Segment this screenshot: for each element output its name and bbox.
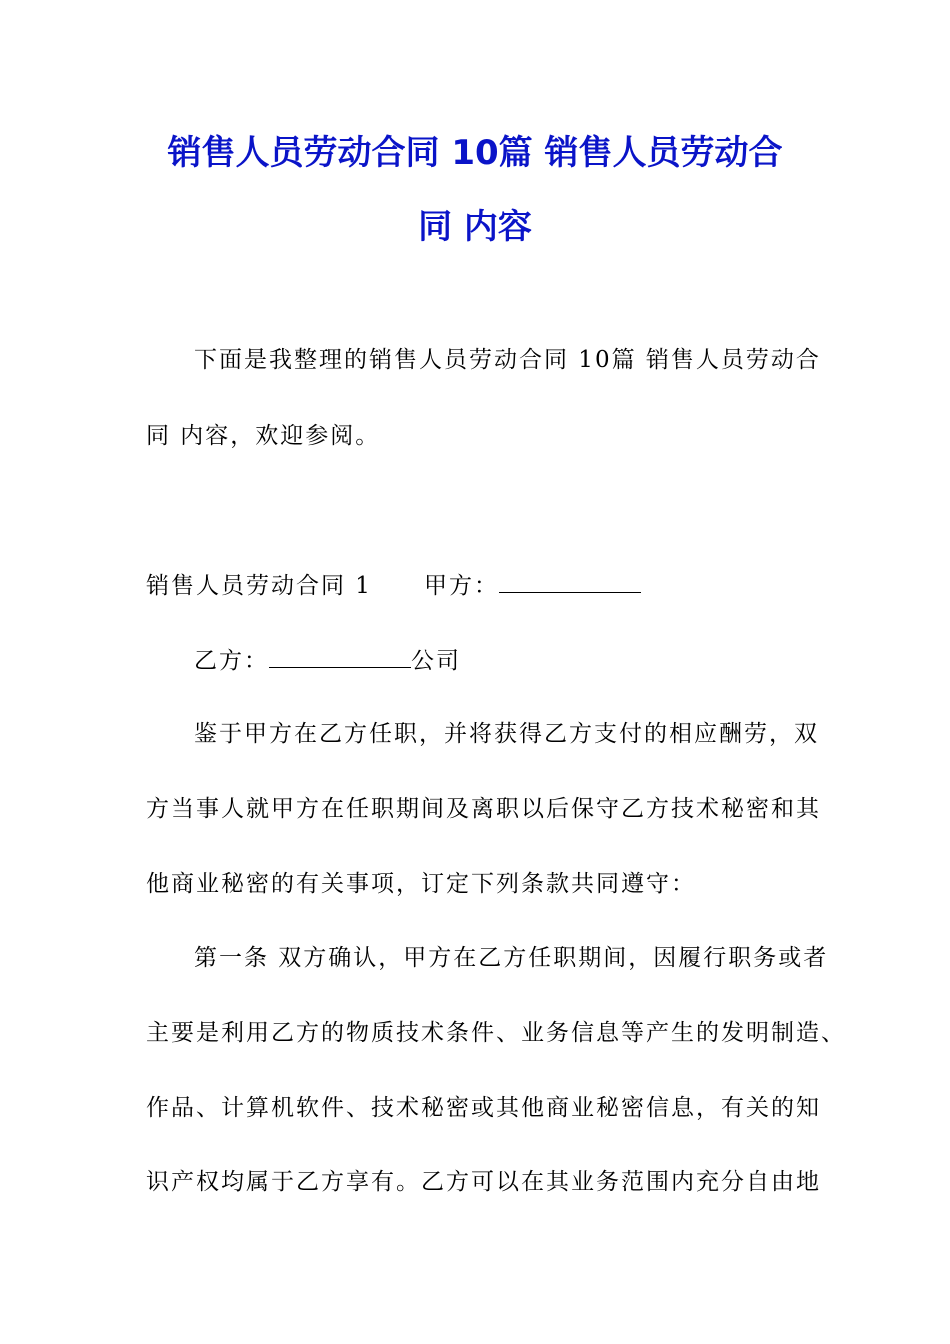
contract-heading-row bbox=[146, 574, 641, 598]
party-b-row bbox=[194, 649, 461, 673]
party-b-suffix: 公司 bbox=[411, 648, 461, 674]
document-title-line-1: 销售人员劳动合同 10篇 销售人员劳动合 bbox=[167, 133, 783, 173]
para2-line-2: 主要是利用乙方的物质技术条件、业务信息等产生的发明制造、 bbox=[146, 1020, 846, 1046]
party-a-label: 甲方： bbox=[423, 573, 499, 599]
para1-line-2: 方当事人就甲方在任职期间及离职以后保守乙方技术秘密和其 bbox=[146, 796, 821, 822]
para1-line-1: 鉴于甲方在乙方任职，并将获得乙方支付的相应酬劳，双 bbox=[194, 721, 819, 747]
para2-line-3: 作品、计算机软件、技术秘密或其他商业秘密信息，有关的知 bbox=[146, 1095, 821, 1121]
intro-line-1: 下面是我整理的销售人员劳动合同 10篇 销售人员劳动合 bbox=[194, 347, 821, 373]
party-b-label: 乙方： bbox=[194, 648, 269, 674]
document-title-line-2: 同 内容 bbox=[418, 207, 532, 247]
para2-line-1: 第一条 双方确认，甲方在乙方任职期间，因履行职务或者 bbox=[194, 945, 829, 971]
party-b-blank bbox=[269, 649, 411, 668]
intro-line-2: 同 内容，欢迎参阅。 bbox=[146, 423, 381, 449]
para2-line-4: 识产权均属于乙方享有。乙方可以在其业务范围内充分自由地 bbox=[146, 1169, 821, 1195]
para1-line-3: 他商业秘密的有关事项，订定下列条款共同遵守： bbox=[146, 871, 696, 897]
party-a-blank bbox=[499, 574, 641, 593]
contract-heading: 销售人员劳动合同 1 bbox=[146, 573, 372, 599]
